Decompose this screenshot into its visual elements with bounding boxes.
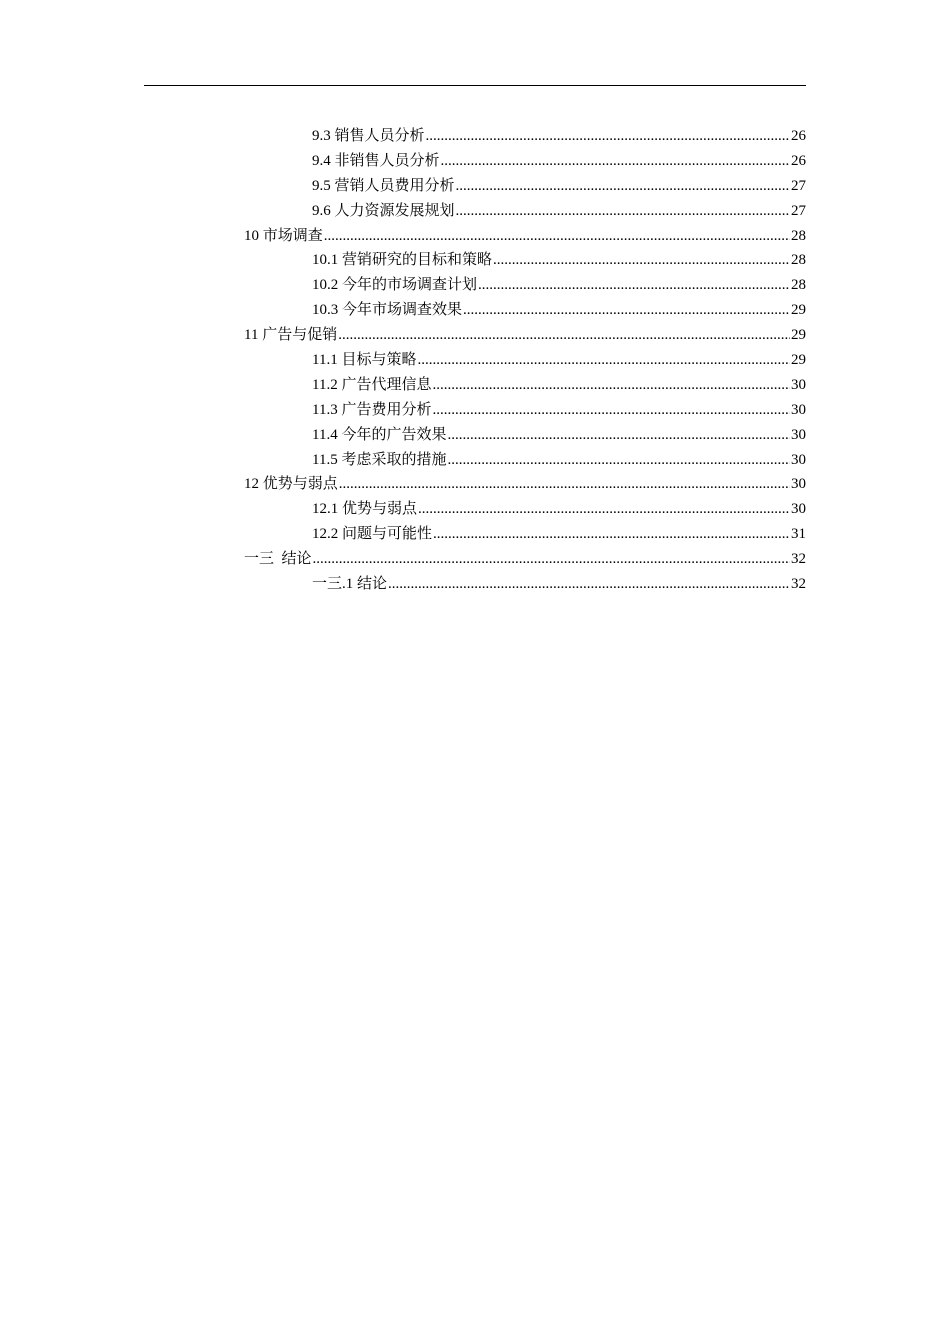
toc-entry-12-2[interactable] <box>244 522 806 547</box>
toc-entry-9-5[interactable] <box>244 174 806 199</box>
toc-entry-page: 27 <box>791 177 806 194</box>
toc-entry-page: 30 <box>791 451 806 468</box>
toc-entry-label: 10 市场调查 <box>244 227 323 244</box>
toc-entry-page: 29 <box>791 352 806 369</box>
toc-dot-leader <box>456 174 790 199</box>
toc-entry-page: 30 <box>791 401 806 418</box>
toc-entry-13-1[interactable] <box>244 572 806 597</box>
toc-entry-page: 30 <box>791 476 806 493</box>
toc-entry-page: 29 <box>791 302 806 319</box>
toc-entry-11-5[interactable] <box>244 448 806 473</box>
toc-entry-12-1[interactable] <box>244 497 806 522</box>
toc-dot-leader <box>447 423 790 448</box>
toc-dot-leader <box>441 149 790 174</box>
toc-entry-label: 11.3 广告费用分析 <box>312 401 432 418</box>
toc-entry-label: 一三.1 结论 <box>312 576 388 593</box>
toc-entry-label: 10.1 营销研究的目标和策略 <box>312 252 493 269</box>
toc-dot-leader <box>426 124 790 149</box>
toc-dot-leader <box>432 373 790 398</box>
toc-entry-label: 一三 结论 <box>244 551 312 568</box>
toc-entry-11-3[interactable] <box>244 398 806 423</box>
toc-entry-page: 27 <box>791 202 806 219</box>
toc-entry-label: 11 广告与促销 <box>244 327 338 344</box>
toc-entry-page: 31 <box>791 526 806 543</box>
toc-dot-leader <box>388 572 790 597</box>
toc-dot-leader <box>418 497 790 522</box>
toc-dot-leader <box>432 398 790 423</box>
toc-entry-label: 9.4 非销售人员分析 <box>312 152 440 169</box>
toc-dot-leader <box>339 472 790 497</box>
toc-dot-leader <box>478 273 790 298</box>
toc-entry-page: 28 <box>791 277 806 294</box>
toc-entry-label: 11.2 广告代理信息 <box>312 376 432 393</box>
toc-dot-leader <box>447 448 790 473</box>
toc-entry-10-3[interactable] <box>244 298 806 323</box>
toc-entry-page: 32 <box>791 576 806 593</box>
toc-entry-9-6[interactable] <box>244 199 806 224</box>
toc-dot-leader <box>313 547 790 572</box>
toc-entry-page: 32 <box>791 551 806 568</box>
toc-entry-13[interactable] <box>244 547 806 572</box>
toc-dot-leader <box>463 298 790 323</box>
toc-entry-label: 10.2 今年的市场调查计划 <box>312 277 478 294</box>
toc-dot-leader <box>324 224 790 249</box>
toc-entry-page: 30 <box>791 426 806 443</box>
toc-dot-leader <box>338 323 790 348</box>
toc-entry-page: 28 <box>791 227 806 244</box>
toc-entry-label: 9.3 销售人员分析 <box>312 128 425 144</box>
toc-entry-page: 30 <box>791 501 806 518</box>
header-rule <box>144 85 806 86</box>
toc-entry-10-2[interactable] <box>244 273 806 298</box>
toc-entry-10[interactable] <box>244 224 806 249</box>
toc-entry-12[interactable] <box>244 472 806 497</box>
toc-entry-page: 26 <box>791 128 806 144</box>
toc-dot-leader <box>456 199 790 224</box>
toc-entry-label: 11.5 考虑采取的措施 <box>312 451 447 468</box>
toc-entry-page: 28 <box>791 252 806 269</box>
toc-entry-11[interactable] <box>244 323 806 348</box>
toc-entry-label: 12 优势与弱点 <box>244 476 338 493</box>
toc-entry-11-2[interactable] <box>244 373 806 398</box>
toc-entry-page: 29 <box>791 327 806 344</box>
toc-entry-label: 11.4 今年的广告效果 <box>312 426 447 443</box>
toc-entry-9-3[interactable] <box>244 124 806 149</box>
toc-entry-label: 12.2 问题与可能性 <box>312 526 433 543</box>
toc-entry-label: 9.5 营销人员费用分析 <box>312 177 455 194</box>
toc-entry-label: 9.6 人力资源发展规划 <box>312 202 455 219</box>
toc-entry-label: 10.3 今年市场调查效果 <box>312 302 463 319</box>
toc-dot-leader <box>417 348 790 373</box>
table-of-contents <box>244 124 806 597</box>
toc-entry-11-1[interactable] <box>244 348 806 373</box>
toc-dot-leader <box>433 522 790 547</box>
toc-entry-11-4[interactable] <box>244 423 806 448</box>
toc-entry-page: 26 <box>791 152 806 169</box>
toc-entry-9-4[interactable] <box>244 149 806 174</box>
toc-dot-leader <box>493 248 790 273</box>
toc-entry-label: 11.1 目标与策略 <box>312 352 417 369</box>
toc-entry-page: 30 <box>791 376 806 393</box>
toc-entry-10-1[interactable] <box>244 248 806 273</box>
toc-entry-label: 12.1 优势与弱点 <box>312 501 418 518</box>
